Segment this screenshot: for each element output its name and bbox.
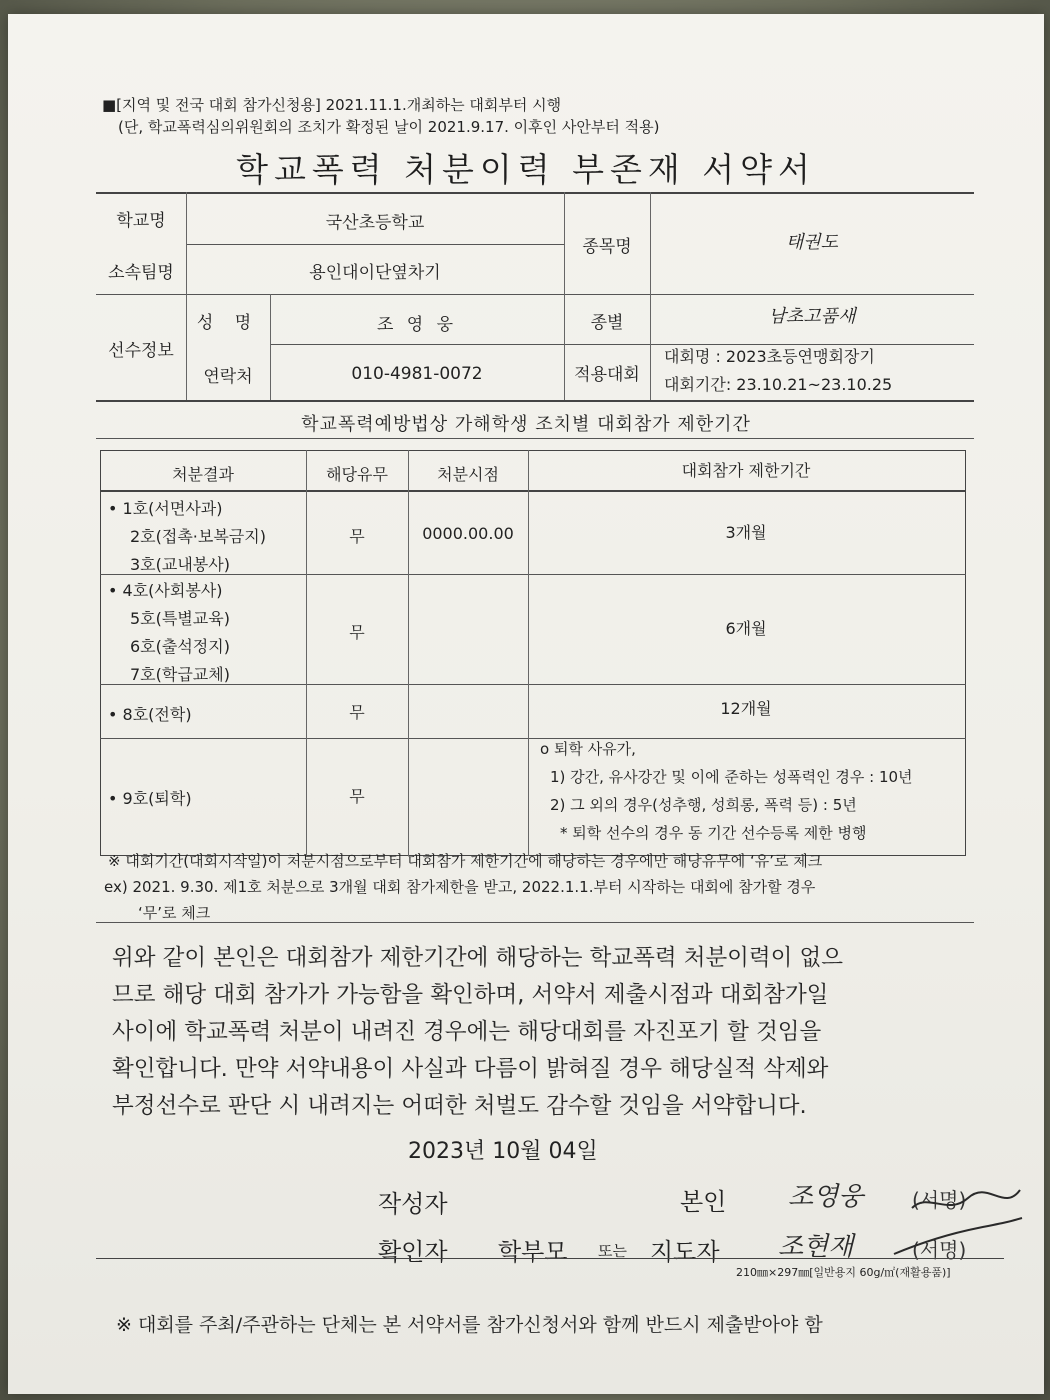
- divider: [528, 450, 529, 856]
- team-label: 소속팀명: [108, 263, 174, 283]
- pledge-line: 므로 해당 대회 참가가 가능함을 확인하며, 서약서 제출시점과 대회참가일: [112, 982, 829, 1008]
- expulsion-note: o 퇴학 사유가,: [540, 740, 636, 758]
- table-row-item: 6호(출석정지): [130, 637, 230, 656]
- restriction-subtitle: 학교폭력예방법상 가해학생 조치별 대회참가 제한기간: [301, 414, 751, 435]
- expulsion-note: 2) 그 외의 경우(성추행, 성희롱, 폭력 등) : 5년: [550, 796, 857, 814]
- divider: [96, 438, 974, 439]
- event-label: 종목명: [582, 237, 632, 257]
- signature-scribble: [888, 1214, 1028, 1264]
- restriction-period: 3개월: [725, 523, 767, 542]
- column-header-period: 대회참가 제한기간: [681, 461, 811, 480]
- divider: [186, 244, 564, 245]
- table-row-item: 2호(접촉·보복금지): [130, 527, 266, 546]
- or-label: 또는: [598, 1242, 627, 1260]
- divider: [650, 192, 651, 400]
- page-title: 학교폭력 처분이력 부존재 서약서: [236, 150, 816, 189]
- document-page: [8, 14, 1044, 1394]
- applicable-value: 무: [349, 623, 365, 642]
- divider: [96, 192, 974, 194]
- header-note-1: ■[지역 및 전국 대회 참가신청용] 2021.11.1.개최하는 대회부터 시행: [102, 96, 562, 114]
- event-value: 태권도: [785, 232, 839, 253]
- school-label: 학교명: [116, 211, 166, 231]
- writer-label: 작성자: [378, 1190, 448, 1218]
- coach-seal-label: (서명): [912, 1238, 967, 1262]
- divider: [96, 922, 974, 923]
- divider: [408, 450, 409, 856]
- table-row-item: 7호(학급교체): [130, 665, 230, 684]
- column-header-result: 처분결과: [172, 465, 234, 484]
- expulsion-note: 1) 강간, 유사강간 및 이에 준하는 성폭력인 경우 : 10년: [550, 768, 913, 786]
- pledge-line: 부정선수로 판단 시 내려지는 어떠한 처벌도 감수할 것임을 서약합니다.: [112, 1093, 807, 1119]
- column-header-applicable: 해당유무: [326, 465, 388, 484]
- restriction-period: 6개월: [725, 619, 767, 638]
- competition-name: 대회명 : 2023초등연맹회장기: [664, 347, 875, 366]
- self-seal-label: (서명): [912, 1188, 967, 1212]
- coach-signature: 조현재: [778, 1232, 854, 1262]
- pledge-line: 위와 같이 본인은 대회참가 제한기간에 해당하는 학교폭력 처분이력이 없으: [112, 945, 844, 971]
- table-row-item: • 4호(사회봉사): [108, 581, 223, 600]
- footnote: ※ 대회기간(대회시작일)이 처분시점으로부터 대회참가 제한기간에 해당하는 경우에만 해당유무에 ‘유’로 체크: [108, 852, 823, 870]
- applicable-value: 무: [349, 527, 365, 546]
- expulsion-note: * 퇴학 선수의 경우 동 기간 선수등록 제한 병행: [560, 824, 867, 842]
- self-label: 본인: [680, 1188, 727, 1216]
- school-value: 국산초등학교: [325, 213, 425, 233]
- paper-spec: 210㎜×297㎜[일반용지 60g/㎡(재활용품)]: [736, 1266, 951, 1279]
- self-signature: 조영웅: [788, 1182, 864, 1212]
- divider: [100, 490, 966, 492]
- table-row-item: 5호(특별교육): [130, 609, 230, 628]
- pledge-line: 사이에 학교폭력 처분이 내려진 경우에는 해당대회를 자진포기 할 것임을: [112, 1019, 822, 1045]
- footnote: ex) 2021. 9.30. 제1호 처분으로 3개월 대회 참가제한을 받고, 2022.1.1.부터 시작하는 대회에 참가할 경우: [104, 878, 816, 896]
- category-label: 종별: [590, 313, 624, 333]
- team-value: 용인대이단옆차기: [309, 263, 441, 283]
- divider: [96, 400, 974, 402]
- contact-label: 연락처: [203, 367, 253, 387]
- pledge-date: 2023년 10월 04일: [408, 1139, 598, 1164]
- competition-period: 대회기간: 23.10.21~23.10.25: [664, 375, 893, 394]
- divider: [100, 738, 966, 739]
- category-value: 남초고품새: [768, 306, 856, 327]
- applicable-value: 무: [349, 787, 365, 806]
- header-note-2: (단, 학교폭력심의위원회의 조치가 확정된 날이 2021.9.17. 이후인 사안부터 적용): [118, 118, 660, 136]
- table-row-item: 3호(교내봉사): [130, 555, 230, 574]
- name-value: 조 영 웅: [376, 315, 458, 335]
- table-row-item: • 1호(서면사과): [108, 499, 223, 518]
- applicable-value: 무: [349, 703, 365, 722]
- contact-value: 010-4981-0072: [351, 364, 483, 384]
- name-label: 성 명: [196, 313, 260, 333]
- divider: [96, 1258, 1004, 1259]
- divider: [96, 294, 974, 295]
- footnote: ‘무’로 체크: [138, 904, 211, 922]
- table-row-item: • 9호(퇴학): [108, 789, 192, 808]
- bottom-note: ※ 대회를 주최/주관하는 단체는 본 서약서를 참가신청서와 함께 반드시 제출받아야 함: [116, 1314, 823, 1336]
- column-header-date: 처분시점: [437, 465, 499, 484]
- competition-label: 적용대회: [574, 365, 640, 385]
- parent-label: 학부모: [498, 1238, 568, 1266]
- table-row-item: • 8호(전학): [108, 705, 192, 724]
- confirmer-label: 확인자: [378, 1238, 448, 1266]
- restriction-period: 12개월: [720, 699, 772, 718]
- disposition-date: 0000.00.00: [422, 524, 514, 543]
- pledge-line: 확인합니다. 만약 서약내용이 사실과 다름이 밝혀질 경우 해당실적 삭제와: [112, 1056, 829, 1082]
- player-info-label: 선수정보: [108, 341, 174, 361]
- coach-label: 지도자: [650, 1238, 720, 1266]
